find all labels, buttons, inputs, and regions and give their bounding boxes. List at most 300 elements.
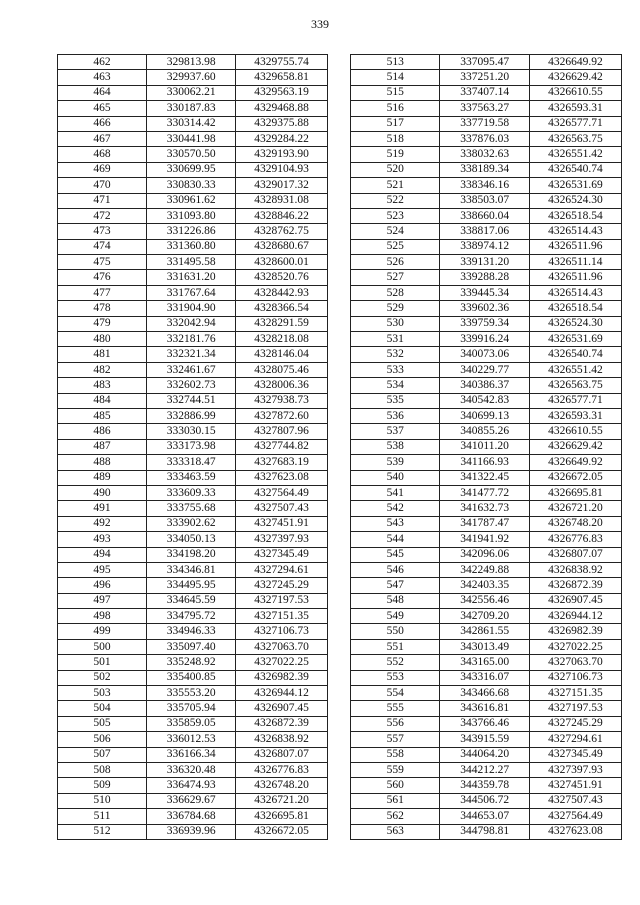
y-coordinate-cell: 4329563.19	[236, 85, 328, 100]
table-row	[351, 762, 622, 777]
x-coordinate-cell: 336166.34	[147, 747, 236, 762]
y-coordinate-cell: 4326511.96	[529, 270, 621, 285]
table-row	[351, 408, 622, 423]
y-coordinate-cell: 4327507.43	[529, 793, 621, 808]
point-number-cell: 483	[58, 378, 147, 393]
point-number-cell: 538	[351, 439, 440, 454]
point-number-cell: 507	[58, 747, 147, 762]
y-coordinate-cell: 4327938.73	[236, 393, 328, 408]
y-coordinate-cell: 4326838.92	[529, 562, 621, 577]
x-coordinate-cell: 335097.40	[147, 639, 236, 654]
x-coordinate-cell: 338974.12	[440, 239, 529, 254]
x-coordinate-cell: 341166.93	[440, 455, 529, 470]
y-coordinate-cell: 4326593.31	[529, 408, 621, 423]
table-row	[58, 701, 328, 716]
x-coordinate-cell: 342861.55	[440, 624, 529, 639]
point-number-cell: 561	[351, 793, 440, 808]
x-coordinate-cell: 333463.59	[147, 470, 236, 485]
x-coordinate-cell: 333755.68	[147, 501, 236, 516]
y-coordinate-cell: 4326807.07	[529, 547, 621, 562]
y-coordinate-cell: 4327683.19	[236, 455, 328, 470]
y-coordinate-cell: 4326649.92	[529, 455, 621, 470]
y-coordinate-cell: 4327022.25	[529, 639, 621, 654]
y-coordinate-cell: 4326563.75	[529, 378, 621, 393]
y-coordinate-cell: 4327397.93	[236, 532, 328, 547]
x-coordinate-cell: 338817.06	[440, 224, 529, 239]
table-row	[58, 131, 328, 146]
table-row	[58, 593, 328, 608]
x-coordinate-cell: 338189.34	[440, 162, 529, 177]
x-coordinate-cell: 336629.67	[147, 793, 236, 808]
table-row	[58, 162, 328, 177]
point-number-cell: 490	[58, 485, 147, 500]
x-coordinate-cell: 331631.20	[147, 270, 236, 285]
point-number-cell: 474	[58, 239, 147, 254]
point-number-cell: 509	[58, 778, 147, 793]
table-row	[351, 532, 622, 547]
y-coordinate-cell: 4326540.74	[529, 347, 621, 362]
y-coordinate-cell: 4327507.43	[236, 501, 328, 516]
table-row	[58, 147, 328, 162]
point-number-cell: 492	[58, 516, 147, 531]
point-number-cell: 541	[351, 485, 440, 500]
y-coordinate-cell: 4328680.67	[236, 239, 328, 254]
point-number-cell: 529	[351, 301, 440, 316]
point-number-cell: 473	[58, 224, 147, 239]
x-coordinate-cell: 335248.92	[147, 655, 236, 670]
table-row	[351, 439, 622, 454]
table-row	[351, 716, 622, 731]
table-row	[58, 239, 328, 254]
table-body	[58, 55, 328, 840]
x-coordinate-cell: 339288.28	[440, 270, 529, 285]
point-number-cell: 462	[58, 55, 147, 70]
table-row	[58, 332, 328, 347]
point-number-cell: 555	[351, 701, 440, 716]
table-row	[58, 547, 328, 562]
x-coordinate-cell: 329937.60	[147, 70, 236, 85]
x-coordinate-cell: 336320.48	[147, 762, 236, 777]
point-number-cell: 471	[58, 193, 147, 208]
x-coordinate-cell: 330314.42	[147, 116, 236, 131]
y-coordinate-cell: 4327022.25	[236, 655, 328, 670]
table-row	[58, 762, 328, 777]
point-number-cell: 497	[58, 593, 147, 608]
y-coordinate-cell: 4328366.54	[236, 301, 328, 316]
point-number-cell: 526	[351, 255, 440, 270]
y-coordinate-cell: 4326907.45	[236, 701, 328, 716]
point-number-cell: 489	[58, 470, 147, 485]
x-coordinate-cell: 338346.16	[440, 178, 529, 193]
point-number-cell: 542	[351, 501, 440, 516]
y-coordinate-cell: 4327564.49	[236, 485, 328, 500]
y-coordinate-cell: 4326577.71	[529, 393, 621, 408]
point-number-cell: 548	[351, 593, 440, 608]
table-row	[58, 655, 328, 670]
point-number-cell: 479	[58, 316, 147, 331]
table-row	[351, 255, 622, 270]
table-row	[351, 424, 622, 439]
x-coordinate-cell: 334946.33	[147, 624, 236, 639]
table-row	[351, 516, 622, 531]
x-coordinate-cell: 334198.20	[147, 547, 236, 562]
x-coordinate-cell: 332181.76	[147, 332, 236, 347]
y-coordinate-cell: 4329375.88	[236, 116, 328, 131]
table-row	[351, 485, 622, 500]
point-number-cell: 478	[58, 301, 147, 316]
table-row	[351, 609, 622, 624]
y-coordinate-cell: 4326776.83	[236, 762, 328, 777]
table-row	[58, 178, 328, 193]
x-coordinate-cell: 334645.59	[147, 593, 236, 608]
y-coordinate-cell: 4327744.82	[236, 439, 328, 454]
x-coordinate-cell: 342249.88	[440, 562, 529, 577]
point-number-cell: 544	[351, 532, 440, 547]
x-coordinate-cell: 342403.35	[440, 578, 529, 593]
table-row	[351, 301, 622, 316]
y-coordinate-cell: 4328600.01	[236, 255, 328, 270]
x-coordinate-cell: 330570.50	[147, 147, 236, 162]
x-coordinate-cell: 339602.36	[440, 301, 529, 316]
y-coordinate-cell: 4326514.43	[529, 285, 621, 300]
point-number-cell: 562	[351, 809, 440, 824]
y-coordinate-cell: 4326721.20	[236, 793, 328, 808]
y-coordinate-cell: 4327294.61	[529, 732, 621, 747]
x-coordinate-cell: 342709.20	[440, 609, 529, 624]
y-coordinate-cell: 4326672.05	[236, 824, 328, 839]
y-coordinate-cell: 4329193.90	[236, 147, 328, 162]
x-coordinate-cell: 336474.93	[147, 778, 236, 793]
x-coordinate-cell: 342556.46	[440, 593, 529, 608]
table-row	[58, 485, 328, 500]
x-coordinate-cell: 330441.98	[147, 131, 236, 146]
y-coordinate-cell: 4326610.55	[529, 424, 621, 439]
y-coordinate-cell: 4327245.29	[236, 578, 328, 593]
table-row	[58, 378, 328, 393]
y-coordinate-cell: 4328291.59	[236, 316, 328, 331]
y-coordinate-cell: 4327345.49	[529, 747, 621, 762]
table-row	[351, 809, 622, 824]
y-coordinate-cell: 4327872.60	[236, 408, 328, 423]
point-number-cell: 554	[351, 686, 440, 701]
x-coordinate-cell: 331360.80	[147, 239, 236, 254]
x-coordinate-cell: 339759.34	[440, 316, 529, 331]
y-coordinate-cell: 4326982.39	[529, 624, 621, 639]
table-row	[351, 778, 622, 793]
point-number-cell: 537	[351, 424, 440, 439]
point-number-cell: 545	[351, 547, 440, 562]
x-coordinate-cell: 333609.33	[147, 485, 236, 500]
point-number-cell: 482	[58, 362, 147, 377]
y-coordinate-cell: 4326982.39	[236, 670, 328, 685]
table-row	[58, 624, 328, 639]
point-number-cell: 532	[351, 347, 440, 362]
x-coordinate-cell: 331495.58	[147, 255, 236, 270]
y-coordinate-cell: 4329468.88	[236, 101, 328, 116]
y-coordinate-cell: 4326748.20	[236, 778, 328, 793]
point-number-cell: 465	[58, 101, 147, 116]
point-number-cell: 558	[351, 747, 440, 762]
table-row	[351, 393, 622, 408]
point-number-cell: 514	[351, 70, 440, 85]
table-row	[351, 55, 622, 70]
table-row	[58, 501, 328, 516]
x-coordinate-cell: 337876.03	[440, 131, 529, 146]
x-coordinate-cell: 343466.68	[440, 686, 529, 701]
y-coordinate-cell: 4326695.81	[529, 485, 621, 500]
point-number-cell: 491	[58, 501, 147, 516]
x-coordinate-cell: 332461.67	[147, 362, 236, 377]
y-coordinate-cell: 4328146.04	[236, 347, 328, 362]
point-number-cell: 470	[58, 178, 147, 193]
y-coordinate-cell: 4328218.08	[236, 332, 328, 347]
x-coordinate-cell: 344212.27	[440, 762, 529, 777]
x-coordinate-cell: 336012.53	[147, 732, 236, 747]
point-number-cell: 547	[351, 578, 440, 593]
point-number-cell: 510	[58, 793, 147, 808]
y-coordinate-cell: 4329755.74	[236, 55, 328, 70]
table-row	[351, 316, 622, 331]
table-row	[58, 85, 328, 100]
x-coordinate-cell: 335553.20	[147, 686, 236, 701]
table-row	[58, 55, 328, 70]
point-number-cell: 527	[351, 270, 440, 285]
x-coordinate-cell: 338660.04	[440, 208, 529, 223]
table-row	[351, 470, 622, 485]
point-number-cell: 484	[58, 393, 147, 408]
point-number-cell: 480	[58, 332, 147, 347]
table-row	[351, 347, 622, 362]
point-number-cell: 463	[58, 70, 147, 85]
y-coordinate-cell: 4326563.75	[529, 131, 621, 146]
x-coordinate-cell: 337095.47	[440, 55, 529, 70]
point-number-cell: 468	[58, 147, 147, 162]
y-coordinate-cell: 4326610.55	[529, 85, 621, 100]
point-number-cell: 563	[351, 824, 440, 839]
y-coordinate-cell: 4328846.22	[236, 208, 328, 223]
x-coordinate-cell: 330062.21	[147, 85, 236, 100]
x-coordinate-cell: 338032.63	[440, 147, 529, 162]
point-number-cell: 501	[58, 655, 147, 670]
table-row	[351, 208, 622, 223]
table-row	[58, 778, 328, 793]
table-row	[351, 85, 622, 100]
x-coordinate-cell: 341011.20	[440, 439, 529, 454]
y-coordinate-cell: 4326872.39	[529, 578, 621, 593]
y-coordinate-cell: 4329104.93	[236, 162, 328, 177]
x-coordinate-cell: 331767.64	[147, 285, 236, 300]
point-number-cell: 499	[58, 624, 147, 639]
x-coordinate-cell: 334346.81	[147, 562, 236, 577]
point-number-cell: 493	[58, 532, 147, 547]
table-row	[351, 824, 622, 839]
point-number-cell: 517	[351, 116, 440, 131]
x-coordinate-cell: 343915.59	[440, 732, 529, 747]
table-row	[351, 362, 622, 377]
x-coordinate-cell: 344064.20	[440, 747, 529, 762]
point-number-cell: 516	[351, 101, 440, 116]
x-coordinate-cell: 329813.98	[147, 55, 236, 70]
y-coordinate-cell: 4327623.08	[236, 470, 328, 485]
y-coordinate-cell: 4326511.96	[529, 239, 621, 254]
table-row	[351, 455, 622, 470]
y-coordinate-cell: 4326944.12	[236, 686, 328, 701]
y-coordinate-cell: 4326511.14	[529, 255, 621, 270]
y-coordinate-cell: 4327294.61	[236, 562, 328, 577]
table-row	[351, 178, 622, 193]
x-coordinate-cell: 340855.26	[440, 424, 529, 439]
x-coordinate-cell: 342096.06	[440, 547, 529, 562]
x-coordinate-cell: 344653.07	[440, 809, 529, 824]
point-number-cell: 504	[58, 701, 147, 716]
table-row	[351, 101, 622, 116]
point-number-cell: 549	[351, 609, 440, 624]
x-coordinate-cell: 343316.07	[440, 670, 529, 685]
y-coordinate-cell: 4327197.53	[529, 701, 621, 716]
point-number-cell: 523	[351, 208, 440, 223]
point-number-cell: 505	[58, 716, 147, 731]
x-coordinate-cell: 332886.99	[147, 408, 236, 423]
table-row	[58, 362, 328, 377]
y-coordinate-cell: 4327345.49	[236, 547, 328, 562]
table-row	[58, 716, 328, 731]
table-row	[351, 732, 622, 747]
table-row	[58, 270, 328, 285]
point-number-cell: 481	[58, 347, 147, 362]
table-row	[351, 793, 622, 808]
x-coordinate-cell: 332042.94	[147, 316, 236, 331]
y-coordinate-cell: 4327564.49	[529, 809, 621, 824]
x-coordinate-cell: 332602.73	[147, 378, 236, 393]
y-coordinate-cell: 4328762.75	[236, 224, 328, 239]
point-number-cell: 506	[58, 732, 147, 747]
coordinates-table-left	[57, 54, 328, 840]
table-row	[58, 809, 328, 824]
table-row	[58, 393, 328, 408]
table-row	[351, 501, 622, 516]
point-number-cell: 522	[351, 193, 440, 208]
point-number-cell: 536	[351, 408, 440, 423]
table-row	[351, 116, 622, 131]
table-row	[58, 424, 328, 439]
point-number-cell: 500	[58, 639, 147, 654]
table-row	[351, 162, 622, 177]
point-number-cell: 556	[351, 716, 440, 731]
point-number-cell: 488	[58, 455, 147, 470]
point-number-cell: 511	[58, 809, 147, 824]
table-body	[351, 55, 622, 840]
y-coordinate-cell: 4327151.35	[529, 686, 621, 701]
y-coordinate-cell: 4326629.42	[529, 70, 621, 85]
table-row	[351, 655, 622, 670]
point-number-cell: 550	[351, 624, 440, 639]
table-row	[351, 562, 622, 577]
x-coordinate-cell: 335859.05	[147, 716, 236, 731]
point-number-cell: 508	[58, 762, 147, 777]
x-coordinate-cell: 339131.20	[440, 255, 529, 270]
table-row	[351, 578, 622, 593]
table-row	[58, 224, 328, 239]
table-row	[58, 516, 328, 531]
y-coordinate-cell: 4326907.45	[529, 593, 621, 608]
table-row	[58, 609, 328, 624]
x-coordinate-cell: 337251.20	[440, 70, 529, 85]
x-coordinate-cell: 337407.14	[440, 85, 529, 100]
x-coordinate-cell: 341787.47	[440, 516, 529, 531]
x-coordinate-cell: 331093.80	[147, 208, 236, 223]
x-coordinate-cell: 344359.78	[440, 778, 529, 793]
coordinates-table-right	[350, 54, 622, 840]
table-row	[58, 562, 328, 577]
table-row	[351, 639, 622, 654]
x-coordinate-cell: 335400.85	[147, 670, 236, 685]
y-coordinate-cell: 4328520.76	[236, 270, 328, 285]
point-number-cell: 487	[58, 439, 147, 454]
table-row	[351, 332, 622, 347]
table-row	[351, 701, 622, 716]
x-coordinate-cell: 339916.24	[440, 332, 529, 347]
y-coordinate-cell: 4327063.70	[236, 639, 328, 654]
x-coordinate-cell: 340542.83	[440, 393, 529, 408]
table-row	[351, 147, 622, 162]
x-coordinate-cell: 344798.81	[440, 824, 529, 839]
x-coordinate-cell: 330961.62	[147, 193, 236, 208]
y-coordinate-cell: 4326540.74	[529, 162, 621, 177]
table-row	[58, 455, 328, 470]
x-coordinate-cell: 330187.83	[147, 101, 236, 116]
table-row	[351, 239, 622, 254]
point-number-cell: 540	[351, 470, 440, 485]
page-number: 339	[311, 17, 329, 31]
point-number-cell: 521	[351, 178, 440, 193]
x-coordinate-cell: 340073.06	[440, 347, 529, 362]
y-coordinate-cell: 4326531.69	[529, 332, 621, 347]
point-number-cell: 486	[58, 424, 147, 439]
table-row	[58, 255, 328, 270]
table-row	[58, 639, 328, 654]
x-coordinate-cell: 336939.96	[147, 824, 236, 839]
y-coordinate-cell: 4329284.22	[236, 131, 328, 146]
table-row	[351, 193, 622, 208]
point-number-cell: 520	[351, 162, 440, 177]
table-row	[351, 70, 622, 85]
x-coordinate-cell: 337563.27	[440, 101, 529, 116]
point-number-cell: 512	[58, 824, 147, 839]
point-number-cell: 472	[58, 208, 147, 223]
table-row	[351, 624, 622, 639]
x-coordinate-cell: 340386.37	[440, 378, 529, 393]
point-number-cell: 469	[58, 162, 147, 177]
point-number-cell: 534	[351, 378, 440, 393]
x-coordinate-cell: 334795.72	[147, 609, 236, 624]
y-coordinate-cell: 4327397.93	[529, 762, 621, 777]
x-coordinate-cell: 335705.94	[147, 701, 236, 716]
y-coordinate-cell: 4328931.08	[236, 193, 328, 208]
y-coordinate-cell: 4326551.42	[529, 147, 621, 162]
x-coordinate-cell: 333318.47	[147, 455, 236, 470]
x-coordinate-cell: 338503.07	[440, 193, 529, 208]
y-coordinate-cell: 4326524.30	[529, 193, 621, 208]
table-row	[351, 285, 622, 300]
point-number-cell: 559	[351, 762, 440, 777]
x-coordinate-cell: 333173.98	[147, 439, 236, 454]
point-number-cell: 475	[58, 255, 147, 270]
y-coordinate-cell: 4326838.92	[236, 732, 328, 747]
table-row	[58, 732, 328, 747]
point-number-cell: 539	[351, 455, 440, 470]
table-row	[58, 824, 328, 839]
table-row	[351, 224, 622, 239]
